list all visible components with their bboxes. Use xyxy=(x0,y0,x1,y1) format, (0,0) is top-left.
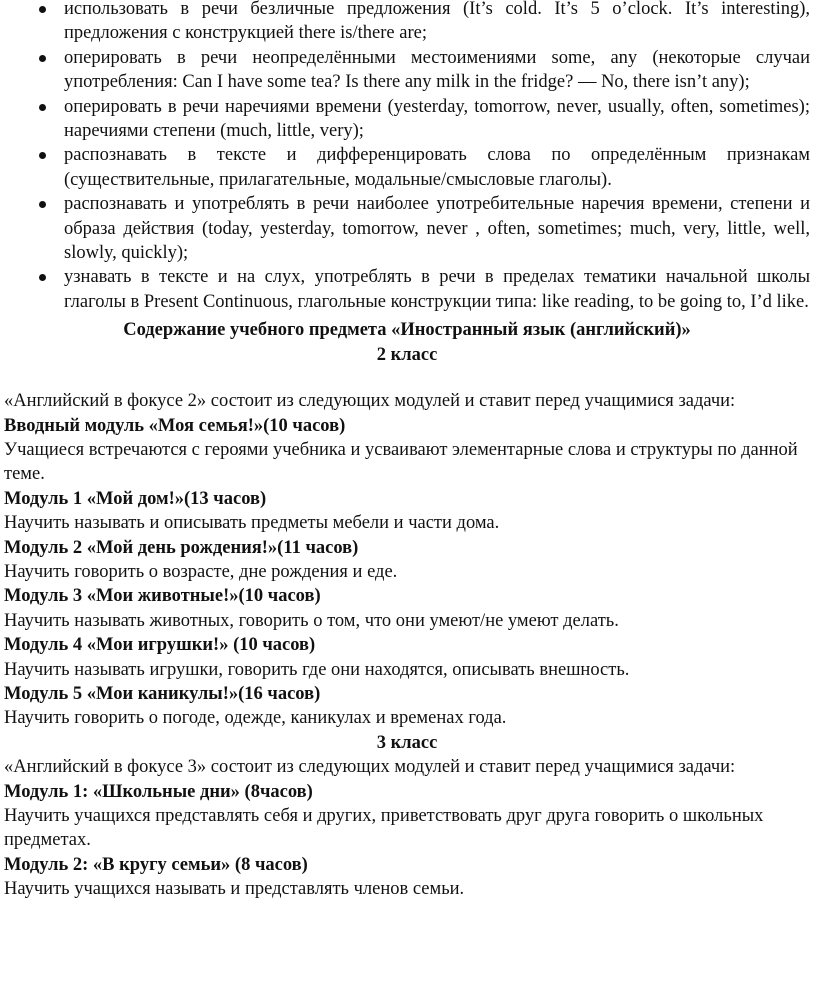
module-description: Научить учащихся представлять себя и других, приветствовать друг друга говорить о школьных предметах. xyxy=(4,806,764,851)
module-title: Модуль 5 «Мои каникулы!»(16 часов) xyxy=(4,683,321,704)
module-title: Модуль 2 «Мой день рождения!»(11 часов) xyxy=(4,537,359,558)
module-description: Научить называть и описывать предметы мебели и части дома. xyxy=(4,513,500,534)
module-title: Модуль 1: «Школьные дни» (8часов) xyxy=(4,781,313,802)
skills-bullet-list xyxy=(4,0,810,314)
grade3-heading: 3 класс xyxy=(376,732,438,753)
module-title: Модуль 2: «В кругу семьи» (8 часов) xyxy=(4,854,308,875)
grade2-heading: 2 класс xyxy=(376,344,438,365)
section-title: Содержание учебного предмета «Иностранный язык (английский)» xyxy=(123,320,691,341)
bullet-item: распознавать в тексте и дифференцировать слова по определённым признакам (существительные, прилагательные, модальные/смысловые глаголы). xyxy=(64,143,810,192)
grade2-module-list xyxy=(4,414,810,731)
module-title: Модуль 3 «Мои животные!»(10 часов) xyxy=(4,586,321,607)
module-description: Научить говорить о возрасте, дне рождения и еде. xyxy=(4,561,398,582)
module-title: Вводный модуль «Моя семья!»(10 часов) xyxy=(4,415,346,436)
module-description: Учащиеся встречаются с героями учебника и усваивают элементарные слова и структуры по данной теме. xyxy=(4,439,798,485)
module-description: Научить говорить о погоде, одежде, каникулах и временах года. xyxy=(4,708,507,729)
module-title: Модуль 1 «Мой дом!»(13 часов) xyxy=(4,488,267,509)
module-title: Модуль 4 «Мои игрушки!» (10 часов) xyxy=(4,635,316,656)
grade2-intro: «Английский в фокусе 2» состоит из следующих модулей и ставит перед учащимися задачи: xyxy=(4,391,736,412)
bullet-item: узнавать в тексте и на слух, употреблять в речи в пределах тематики начальной школы глаголы в Present Continuous, глагольные конструкции типа: like reading, to be going to, I’d like. xyxy=(64,265,810,314)
bullet-item: распознавать и употреблять в речи наиболее употребительные наречия времени, степени и образа действия (today, yesterday, tomorrow, never , often, sometimes; much, very, little, well, slowly, quickly); xyxy=(64,192,810,265)
bullet-item: оперировать в речи наречиями времени (yesterday, tomorrow, never, usually, often, sometimes); наречиями степени (much, little, very); xyxy=(64,95,810,144)
module-description: Научить называть животных, говорить о том, что они умеют/не умеют делать. xyxy=(4,610,619,631)
bullet-item: оперировать в речи неопределёнными местоимениями some, any (некоторые случаи употребления: Can I have some tea? Is there any milk in the fridge? — No, there isn’t any); xyxy=(64,46,810,95)
module-description: Научить называть игрушки, говорить где они находятся, описывать внешность. xyxy=(4,659,630,680)
bullet-item: использовать в речи безличные предложения (It’s cold. It’s 5 o’clock. It’s interesting), предложения с конструкцией there is/there are; xyxy=(64,0,810,46)
grade3-module-list xyxy=(4,780,810,902)
module-description: Научить учащихся называть и представлять членов семьи. xyxy=(4,879,465,900)
grade3-intro: «Английский в фокусе 3» состоит из следующих модулей и ставит перед учащимися задачи: xyxy=(4,757,736,778)
